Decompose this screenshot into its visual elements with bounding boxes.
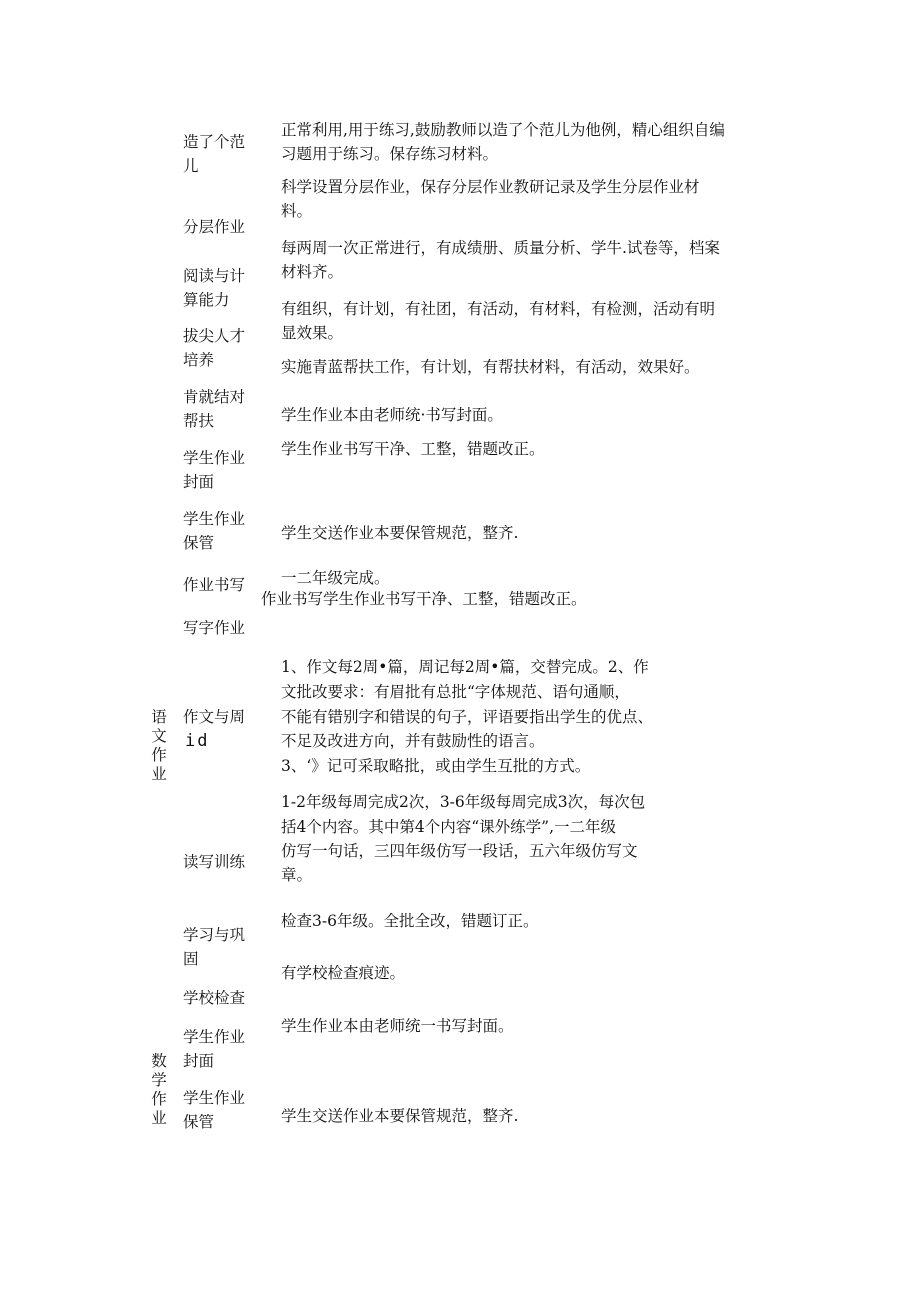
row-label-top-talent-cont: 培养 [183, 351, 215, 369]
content-text: 1、作文每2周•篇，周记每2周•篇，交替完成。2、作 [281, 658, 649, 676]
content-text: 学生作业本由老师统一书写封面。 [281, 1017, 514, 1035]
content-text: 显效果。 [281, 324, 344, 342]
row-label-model-practice: 造了个范 [183, 133, 246, 151]
content-text: 科学设置分层作业，保存分层作业教研记录及学生分层作业材 [281, 178, 700, 196]
content-text: 作业书写学生作业书写干净、工整，错题改正。 [261, 590, 587, 608]
content-text: 学生交送作业本要保管规范，整齐. [281, 524, 519, 542]
content-text: 一二年级完成。 [281, 569, 390, 587]
section-label-chinese-homework: 语文作业 [151, 708, 167, 783]
row-label-layered-homework: 分层作业 [183, 218, 246, 236]
content-text: 学生交送作业本要保管规范，整齐. [281, 1107, 519, 1125]
content-text: 正常利用,用于练习,鼓励教师以造了个范儿为他例，精心组织自编 [281, 121, 725, 139]
row-label-study-consolidate: 学习与巩 [183, 926, 246, 944]
content-text: 不足及改进方向，并有鼓励性的语言。 [281, 732, 545, 750]
row-label-reading-calc: 阅读与计 [183, 267, 246, 285]
row-label-pair-support: 肯就结对 [183, 388, 246, 406]
content-text: 1-2年级每周完成2次，3-6年级每周完成3次，每次包 [281, 793, 646, 811]
row-label-storage: 学生作业 [183, 510, 246, 528]
content-text: 括4个内容。其中第4个内容“课外练学”,一二年级 [281, 818, 616, 836]
section-label-math-homework: 数学作业 [151, 1052, 167, 1127]
content-text: 文批改要求：有眉批有总批“字体规范、语句通顺， [281, 683, 630, 701]
content-text: 章。 [281, 866, 313, 884]
row-label-pair-support-cont: 帮扶 [183, 412, 215, 430]
row-label-storage-cont: 保管 [183, 534, 215, 552]
row-label-reading-calc-cont: 算能力 [183, 291, 230, 309]
row-label-math-storage: 学生作业 [183, 1089, 246, 1107]
content-text: 学生作业本由老师统·书写封面。 [281, 406, 503, 424]
row-label-writing: 作业书写 [183, 576, 246, 594]
row-label-cover: 学生作业 [183, 449, 246, 467]
content-text: 检查3-6年级。全批全改，错题订正。 [281, 912, 539, 930]
row-label-composition: 作文与周 [183, 708, 246, 726]
row-label-math-cover: 学生作业 [183, 1028, 246, 1046]
content-text: 习题用于练习。保存练习材料。 [281, 145, 499, 163]
row-label-school-check: 学校检查 [183, 989, 246, 1007]
row-label-calligraphy: 写字作业 [183, 619, 246, 637]
content-text: 有学校检查痕迹。 [281, 964, 406, 982]
row-label-study-consolidate-cont: 固 [183, 950, 199, 968]
row-label-reading-writing: 读写训练 [183, 853, 246, 871]
content-text: 料。 [281, 202, 313, 220]
content-text: 实施青蓝帮扶工作，有计划，有帮扶材料，有活动，效果好。 [281, 358, 700, 376]
content-text: 3、‘》记可采取略批，或由学生互批的方式。 [281, 757, 591, 775]
row-label-top-talent: 拔尖人才 [183, 327, 246, 345]
content-text: 有组织，有计划，有社团，有活动，有材料，有检测，活动有明 [281, 300, 716, 318]
content-text: 不能有错别字和错误的句子，评语要指出学生的优点、 [281, 708, 654, 726]
row-label-model-practice-cont: 儿 [183, 157, 199, 175]
row-label-math-storage-cont: 保管 [183, 1113, 215, 1131]
content-text: 仿写一句话，三四年级仿写一段话，五六年级仿写文 [281, 842, 638, 860]
content-text: 学生作业书写干净、工整，错题改正。 [281, 440, 545, 458]
row-label-math-cover-cont: 封面 [183, 1052, 215, 1070]
content-text: 材料齐。 [281, 263, 344, 281]
row-label-cover-cont: 封面 [183, 473, 215, 491]
row-label-composition-cont: id [185, 731, 210, 751]
content-text: 每两周一次正常进行，有成绩册、质量分析、学牛.试卷等，档案 [281, 239, 720, 257]
